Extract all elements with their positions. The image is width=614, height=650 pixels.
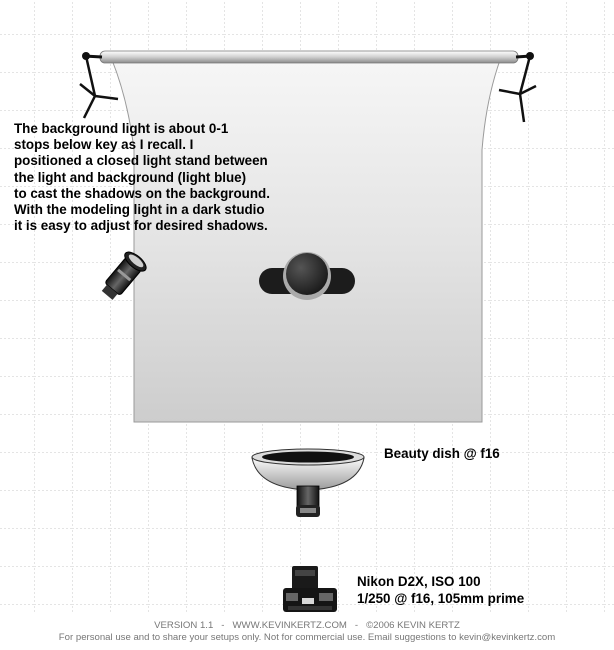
beauty-dish-label: Beauty dish @ f16: [384, 446, 500, 461]
footer-version: VERSION 1.1 - WWW.KEVINKERTZ.COM - ©2006 KEVIN KERTZ: [154, 620, 460, 631]
backdrop-paper: [112, 60, 500, 422]
note-line: The background light is about 0-1: [14, 121, 229, 136]
camera-settings-line: Nikon D2X, ISO 100: [357, 574, 481, 589]
note-line: to cast the shadows on the background.: [14, 185, 270, 201]
note-line: positioned a closed light stand between: [14, 153, 268, 169]
note-line: stops below key as I recall. I: [14, 137, 194, 153]
note-line: it is easy to adjust for desired shadows.: [14, 218, 268, 234]
camera-label: [357, 574, 524, 607]
footer-usage-notice: For personal use and to share your setups only. Not for commercial use. Email suggestions to kevin@kevinkertz.com: [58, 632, 556, 643]
note-line: the light and background (light blue): [14, 169, 247, 185]
camera-settings-line: 1/250 @ f16, 105mm prime: [357, 590, 525, 606]
note-line: With the modeling light in a dark studio: [14, 202, 265, 218]
lighting-note: [14, 121, 344, 234]
